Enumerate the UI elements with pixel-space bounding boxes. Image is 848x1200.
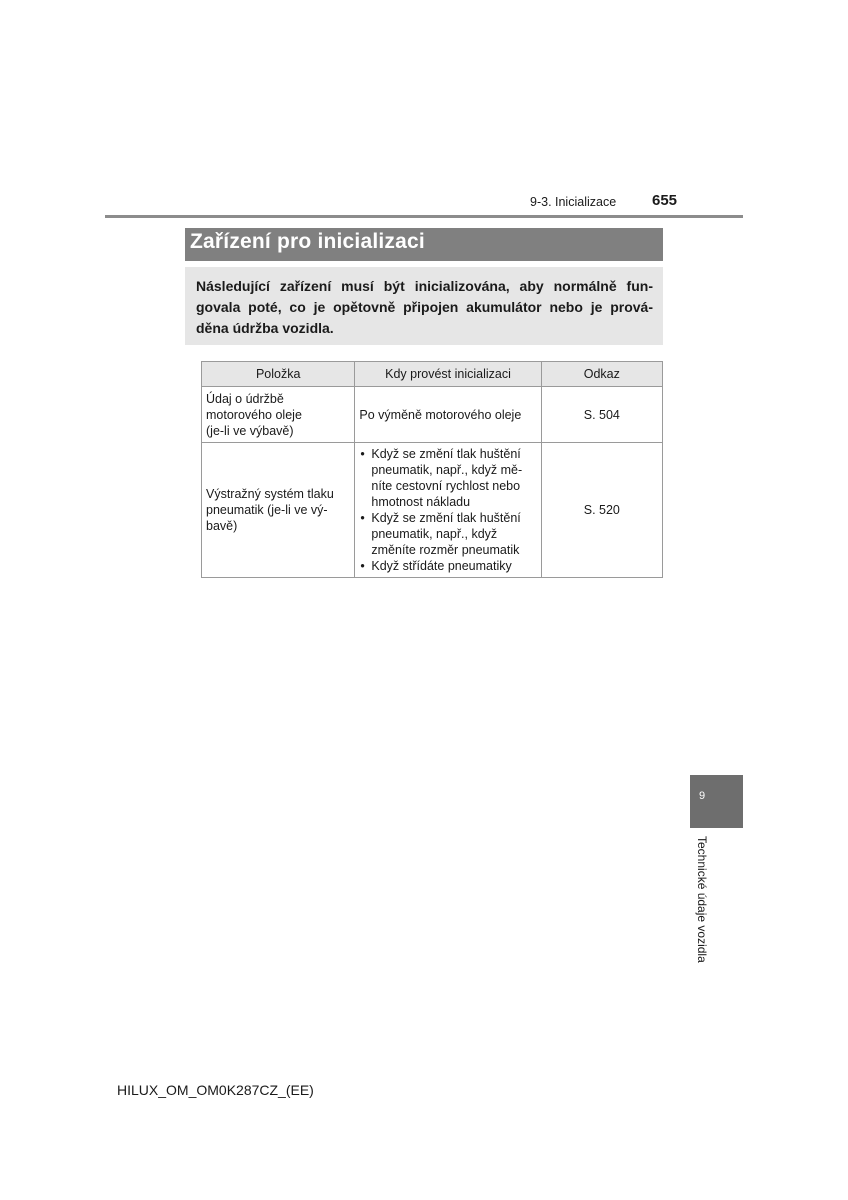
when-bullet: • Když se změní tlak huštění pneumatik, např., když mě- níte cestovní rychlost nebo hmotnost nákladu bbox=[359, 446, 536, 510]
item-text: pneumatik (je-li ve vý- bbox=[206, 503, 328, 517]
page-title: Zařízení pro inicializaci bbox=[190, 230, 425, 253]
column-header-item: Položka bbox=[202, 362, 355, 387]
table-row bbox=[202, 387, 663, 443]
when-cell bbox=[355, 443, 541, 578]
when-cell bbox=[355, 387, 541, 443]
page-title-bar bbox=[185, 228, 663, 261]
chapter-label: Technické údaje vozidla bbox=[695, 836, 709, 963]
chapter-number: 9 bbox=[699, 790, 706, 802]
table-row bbox=[202, 443, 663, 578]
column-header-when: Kdy provést inicializaci bbox=[355, 362, 541, 387]
initialization-table bbox=[201, 361, 663, 578]
intro-box bbox=[185, 267, 663, 345]
when-bullet: • Když se změní tlak huštění pneumatik, např., když změníte rozměr pneumatik bbox=[359, 510, 536, 558]
item-text: (je-li ve výbavě) bbox=[206, 423, 294, 438]
section-header: 9-3. Inicializace bbox=[530, 195, 617, 209]
item-text: Výstražný systém tlaku bbox=[206, 487, 334, 501]
document-code: HILUX_OM_OM0K287CZ_(EE) bbox=[117, 1082, 314, 1098]
reference-cell: S. 520 bbox=[541, 443, 662, 578]
item-cell bbox=[202, 387, 355, 443]
chapter-tab bbox=[690, 775, 743, 828]
page-number: 655 bbox=[652, 192, 678, 209]
item-cell bbox=[202, 443, 355, 578]
table-header-row bbox=[202, 362, 663, 387]
when-text: Po výměně motorového oleje bbox=[359, 407, 522, 422]
intro-line: Následující zařízení musí být inicializována, aby normálně fun- bbox=[196, 278, 653, 294]
item-text: motorového oleje bbox=[206, 407, 302, 422]
column-header-reference: Odkaz bbox=[541, 362, 662, 387]
item-text: Údaj o údržbě bbox=[206, 391, 284, 406]
item-text: bavě) bbox=[206, 519, 238, 533]
reference-cell: S. 504 bbox=[541, 387, 662, 443]
when-bullet-list bbox=[359, 446, 536, 574]
intro-line: děna údržba vozidla. bbox=[196, 320, 334, 336]
intro-line: govala poté, co je opětovně připojen akumulátor nebo je prová- bbox=[196, 299, 653, 315]
when-bullet: • Když střídáte pneumatiky bbox=[359, 558, 536, 574]
header-divider bbox=[105, 215, 743, 218]
